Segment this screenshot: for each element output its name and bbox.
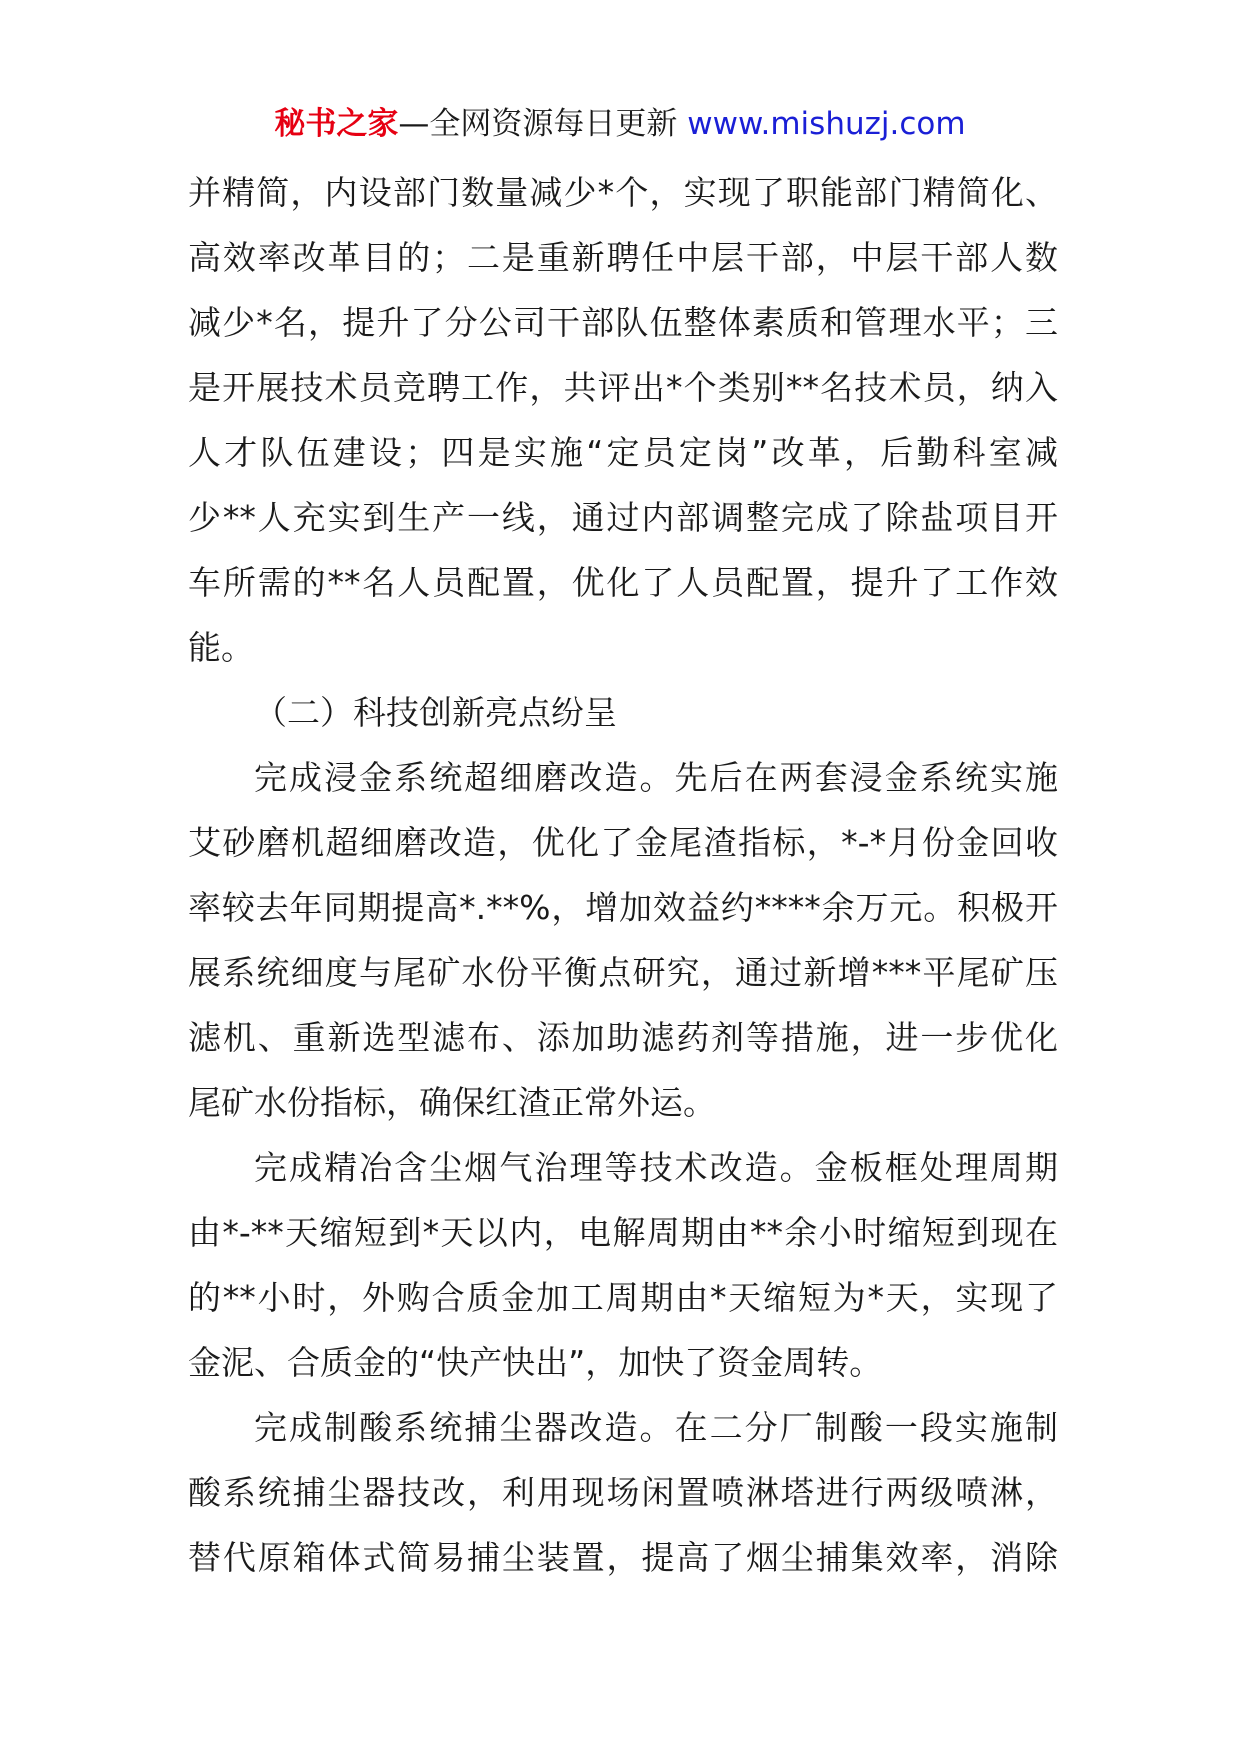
text-line: 并精简，内设部门数量减少*个，实现了职能部门精简化、 <box>188 173 1058 212</box>
text-line: （二）科技创新亮点纷呈 <box>254 693 617 732</box>
text-line: 滤机、重新选型滤布、添加助滤药剂等措施，进一步优化 <box>188 1018 1058 1057</box>
text-line: 酸系统捕尘器技改，利用现场闲置喷淋塔进行两级喷淋， <box>188 1473 1058 1512</box>
document-body <box>188 160 1058 1590</box>
text-line: 是开展技术员竞聘工作，共评出*个类别**名技术员，纳入 <box>188 368 1058 407</box>
header-brand: 秘书之家 <box>274 106 399 142</box>
text-line: 人才队伍建设；四是实施“定员定岗”改革，后勤科室减 <box>188 433 1058 472</box>
text-line: 减少*名，提升了分公司干部队伍整体素质和管理水平；三 <box>188 303 1058 342</box>
text-line: 少**人充实到生产一线，通过内部调整完成了除盐项目开 <box>188 498 1058 537</box>
text-line: 高效率改革目的；二是重新聘任中层干部，中层干部人数 <box>188 238 1058 277</box>
text-line: 由*-**天缩短到*天以内，电解周期由**余小时缩短到现在 <box>188 1213 1058 1252</box>
text-line: 率较去年同期提高*.**%，增加效益约****余万元。积极开 <box>188 888 1058 927</box>
text-line: 的**小时，外购合质金加工周期由*天缩短为*天，实现了 <box>188 1278 1058 1317</box>
text-line: 尾矿水份指标，确保红渣正常外运。 <box>188 1083 716 1122</box>
text-line: 完成精冶含尘烟气治理等技术改造。金板框处理周期 <box>254 1148 1058 1187</box>
text-line: 完成浸金系统超细磨改造。先后在两套浸金系统实施 <box>254 758 1058 797</box>
text-line: 展系统细度与尾矿水份平衡点研究，通过新增***平尾矿压 <box>188 953 1058 992</box>
header-url-link[interactable]: www.mishuzj.com <box>687 106 966 142</box>
text-line: 金泥、合质金的“快产快出”，加快了资金周转。 <box>188 1343 883 1382</box>
text-line: 替代原箱体式简易捕尘装置，提高了烟尘捕集效率，消除 <box>188 1538 1058 1577</box>
text-line: 完成制酸系统捕尘器改造。在二分厂制酸一段实施制 <box>254 1408 1058 1447</box>
text-line: 艾砂磨机超细磨改造，优化了金尾渣指标，*-*月份金回收 <box>188 823 1058 862</box>
text-line: 能。 <box>188 628 254 667</box>
text-line: 车所需的**名人员配置，优化了人员配置，提升了工作效 <box>188 563 1058 602</box>
page-header <box>0 100 1240 148</box>
header-tagline: —全网资源每日更新 <box>398 106 688 142</box>
